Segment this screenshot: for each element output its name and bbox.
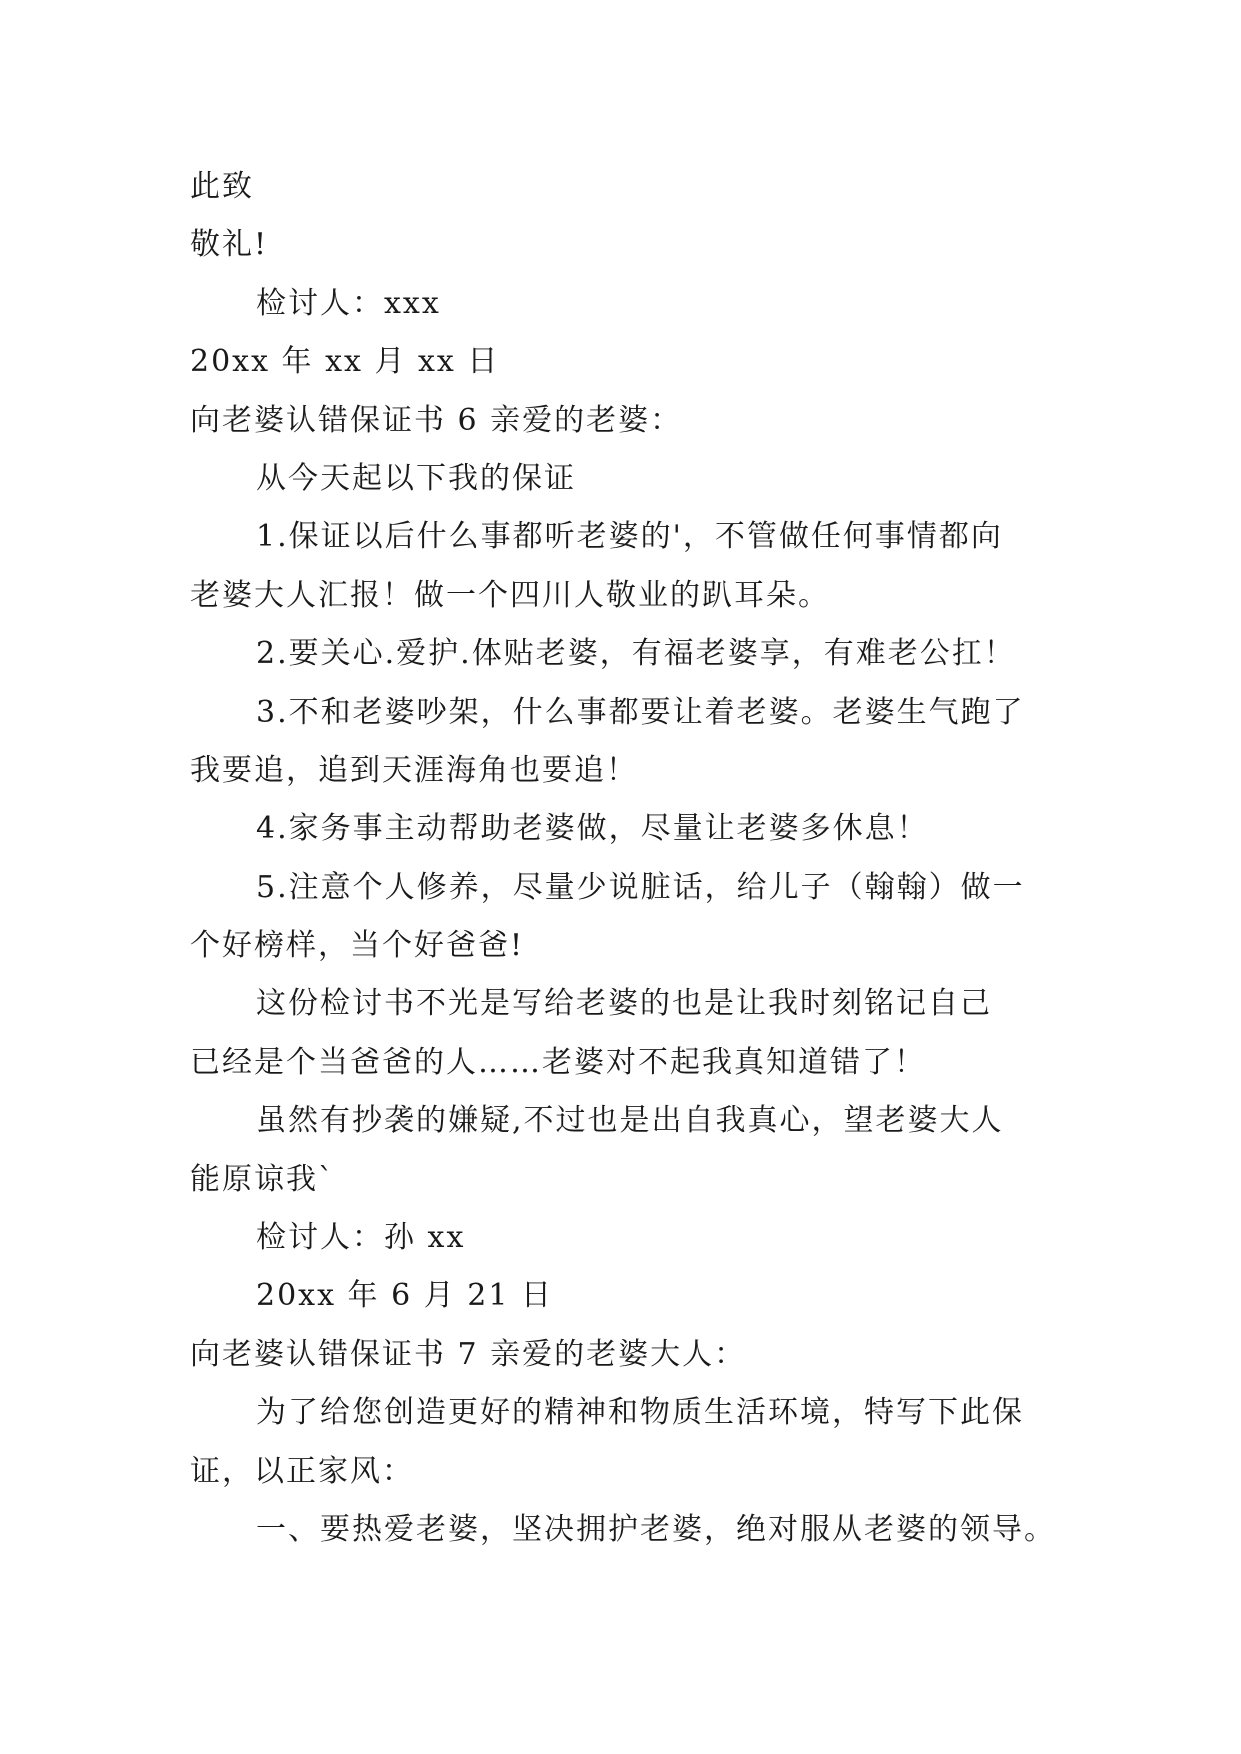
body-line: 2.要关心.爱护.体贴老婆，有福老婆享，有难老公扛！ — [256, 636, 1016, 672]
document-body — [190, 158, 1070, 1559]
closing-line: 此致 — [190, 169, 254, 204]
body-line: 从今天起以下我的保证 — [256, 460, 576, 496]
body-line: 个好榜样，当个好爸爸! — [190, 928, 525, 964]
salutation-line: 敬礼! — [190, 227, 269, 263]
body-line: 4.家务事主动帮助老婆做，尽量让老婆多休息！ — [256, 811, 929, 847]
body-line: 一、要热爱老婆，坚决拥护老婆，绝对服从老婆的领导。 — [256, 1511, 1056, 1547]
section-heading-7: 向老婆认错保证书 7 亲爱的老婆大人： — [190, 1336, 747, 1372]
signature-line: 检讨人：孙 xx — [256, 1220, 466, 1256]
body-line: 3.不和老婆吵架，什么事都要让着老婆。老婆生气跑了 — [256, 694, 1025, 730]
signature-line: 检讨人：xxx — [256, 285, 441, 321]
date-line: 20xx 年 6 月 21 日 — [256, 1278, 553, 1314]
body-line: 能原谅我` — [190, 1161, 335, 1197]
body-line: 1.保证以后什么事都听老婆的'，不管做任何事情都向 — [256, 519, 1003, 555]
body-line: 我要追，追到天涯海角也要追！ — [190, 752, 638, 788]
body-line: 为了给您创造更好的精神和物质生活环境，特写下此保 — [256, 1395, 1024, 1431]
body-line: 老婆大人汇报！做一个四川人敬业的趴耳朵。 — [190, 577, 830, 613]
body-line: 已经是个当爸爸的人……老婆对不起我真知道错了！ — [190, 1044, 926, 1080]
section-heading-6: 向老婆认错保证书 6 亲爱的老婆： — [190, 402, 683, 438]
body-line: 虽然有抄袭的嫌疑,不过也是出自我真心，望老婆大人 — [256, 1103, 1004, 1139]
body-line: 5.注意个人修养，尽量少说脏话，给儿子（翰翰）做一 — [256, 869, 1025, 905]
body-line: 这份检讨书不光是写给老婆的也是让我时刻铭记自己 — [256, 986, 992, 1022]
body-line: 证，以正家风： — [190, 1453, 414, 1489]
date-line: 20xx 年 xx 月 xx 日 — [190, 344, 500, 380]
